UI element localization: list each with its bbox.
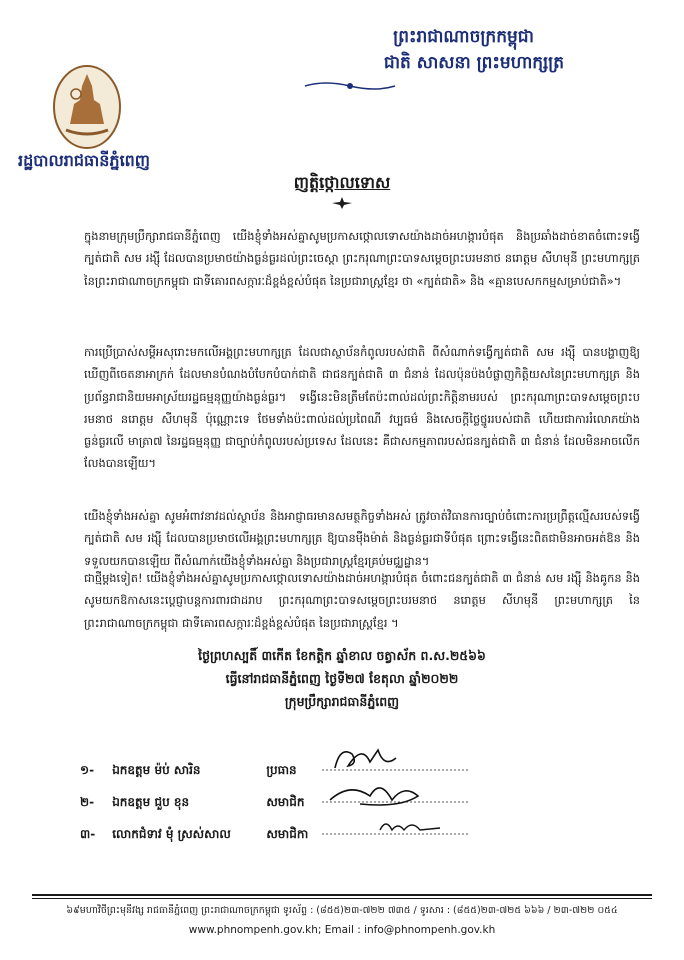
paragraph-1: ក្នុងនាមក្រុមប្រឹក្សារាជធានីភ្នំពេញ យើងខ្ញុំទាំងអស់គ្នាសូមប្រកាសថ្កោលទោសយ៉ាងដាច់អហង្ការបំផុត និងប្រឆាំងដាច់ខាតចំពោះទង្វើក្បត់ជាតិ សម រង្ស៊ី ដែលបានប្រមាថយ៉ាងធ្ងន់ធ្ងរដល់ព្រះចេស្តា ព្រះករុណាព្រះបាទសម្តេចព្រះបរមនាថ នរោត្តម សីហមុនី ព្រះមហាក្សត្រ នៃព្រះរាជាណាចក្រកម្ពុជា ជាទីគោរពសក្ការៈដ៏ខ្ពង់ខ្ពស់បំផុត នៃប្រជារាស្ត្រខ្មែរ ថា «ក្បត់ជាតិ» និង «គ្មានបេសកកម្មសម្រាប់ជាតិ»។ xyxy=(84,229,640,288)
title-ornament-icon xyxy=(330,196,354,210)
member-number: ៣- xyxy=(80,827,96,841)
signature-3-icon xyxy=(380,824,440,830)
paragraph-2: ការប្រើប្រាស់សម្តីអសុរោះមកលើអង្គព្រះមហាក្សត្រ ដែលជាស្ថាប័នកំពូលរបស់ជាតិ ពីសំណាក់ទង្វើក្បត់ជាតិ សម រង្ស៊ី បានបង្ហាញឱ្យឃើញពីចេតនាអាក្រក់ ដែលមានបំណងបំបែកបំបាក់ជាតិ ជាជនក្បត់ជាតិ ៣ ជំនាន់ ដែលប៉ុនប៉ងបំផ្លាញកិត្តិយសនៃព្រះមហាក្សត្រ និងប្រព័ន្ធរាជានិយមអាស្រ័យរដ្ឋធម្មនុញ្ញយ៉ាងធ្ងន់ធ្ងរ។ ទង្វើនេះមិនត្រឹមតែប៉ះពាល់ដល់ព្រះកិត្តិនាមរបស់ ព្រះករុណាព្រះបាទសម្តេចព្រះបរមនាថ នរោត្តម សីហមុនី ប៉ុណ្ណោះទេ ថែមទាំងប៉ះពាល់ដល់ប្រពៃណី វប្បធម៌ និងសេចក្តីថ្លៃថ្នូររបស់ជាតិ ហើយជាការរំលោភយ៉ាងធ្ងន់ធ្ងរលើ មាត្រា៧ នៃរដ្ឋធម្មនុញ្ញ ជាច្បាប់កំពូលរបស់ប្រទេស ដែលនេះ គឺជាសកម្មភាពរបស់ជនក្បត់ជាតិ ៣ ជំនាន់ ដែលមិនអាចលើកលែងបានឡើយ។ xyxy=(84,345,640,471)
kingdom-heading: ព្រះរាជាណាចក្រកម្ពុជា xyxy=(393,27,534,47)
emblem-seal-icon xyxy=(52,64,122,150)
member-name: ឯកឧត្តម ជួប ខុន xyxy=(112,795,190,809)
footer-divider xyxy=(32,898,652,899)
issuing-authority: រដ្ឋបាលរាជធានីភ្នំពេញ xyxy=(18,151,151,170)
member-role: សមាជិក xyxy=(266,795,305,809)
document-title: ញត្តិថ្កោលទោស xyxy=(293,173,391,192)
council-name: ក្រុមប្រឹក្សារាជធានីភ្នំពេញ xyxy=(284,694,400,709)
member-name: លោកជំទាវ មុំ ស្រស់សាល xyxy=(112,827,231,841)
signature-1-icon xyxy=(335,750,396,768)
signatures-block xyxy=(300,738,480,848)
footer-address: ៦៩មហាវិថីព្រះមុនីវង្ស រាជធានីភ្នំពេញ ព្រះរាជាណាចក្រកម្ពុជា ទូរស័ព្ទ : (៨៥៥)២៣-៧២២ ៧៣៥ / ទូរសារ : (៨៥៥)២៣-៧២៥ ៦៦៦ / ២៣-៧២២ ០៥៤ xyxy=(66,905,618,916)
member-row xyxy=(80,794,304,812)
member-row xyxy=(80,826,308,844)
lunar-date: ថ្ងៃព្រហស្បតិ៍ ៣កើត ខែកត្តិក ឆ្នាំខាល ចត្វាស័ក ព.ស.២៥៦៦ xyxy=(198,648,486,663)
national-motto: ជាតិ សាសនា ព្រះមហាក្សត្រ xyxy=(383,53,564,73)
member-number: ២- xyxy=(80,795,95,809)
footer-divider xyxy=(32,894,652,896)
member-role: សមាជិកា xyxy=(266,827,309,841)
paragraph-3: យើងខ្ញុំទាំងអស់គ្នា សូមអំពាវនាវដល់ស្ថាប័ន និងអាជ្ញាធរមានសមត្ថកិច្ចទាំងអស់ ត្រូវចាត់វិធានការច្បាប់ចំពោះការប្រព្រឹត្តល្មើសរបស់ទង្វើក្បត់ជាតិ សម រង្ស៊ី ដែលបានប្រមាថលើអង្គព្រះមហាក្សត្រ ឱ្យបានម៉ឺងម៉ាត់ និងធ្ងន់ធ្ងរជាទីបំផុត ព្រោះទង្វើនេះពិតជាមិនអាចអត់ឱន និងទទួលយកបានឡើយ ពីសំណាក់យើងខ្ញុំទាំងអស់គ្នា និងប្រជារាស្ត្រខ្មែរគ្រប់មជ្ឈដ្ឋាន។ xyxy=(84,509,640,568)
member-row xyxy=(80,762,297,780)
member-role: ប្រធាន xyxy=(266,763,297,777)
solar-date: ធ្វើនៅរាជធានីភ្នំពេញ ថ្ងៃទី២៧ ខែតុលា ឆ្នាំ២០២២ xyxy=(225,671,459,686)
motto-ornament-icon xyxy=(300,78,400,94)
footer-contact: www.phnompenh.gov.kh; Email : info@phnompenh.gov.kh xyxy=(188,924,496,936)
member-name: ឯកឧត្តម ម៉ប់ សារិន xyxy=(112,763,201,777)
paragraph-4: ជាថ្មីម្តងទៀត! យើងខ្ញុំទាំងអស់គ្នាសូមប្រកាសថ្កោលទោសយ៉ាងដាច់អហង្ការបំផុត ចំពោះជនក្បត់ជាតិ ៣ ជំនាន់ សម រង្ស៊ី និងគូកន និងសូមយកឱកាសនេះប្តេជ្ញាបន្តការពារជាដរាប ព្រះករុណាព្រះបាទសម្តេចព្រះបរមនាថ នរោត្តម សីហមុនី ព្រះមហាក្សត្រ នៃព្រះរាជាណាចក្រកម្ពុជា ជាទីគោរពសក្ការៈដ៏ខ្ពង់ខ្ពស់បំផុត នៃប្រជារាស្ត្រខ្មែរ ។ xyxy=(84,571,640,630)
member-number: ១- xyxy=(80,763,95,777)
